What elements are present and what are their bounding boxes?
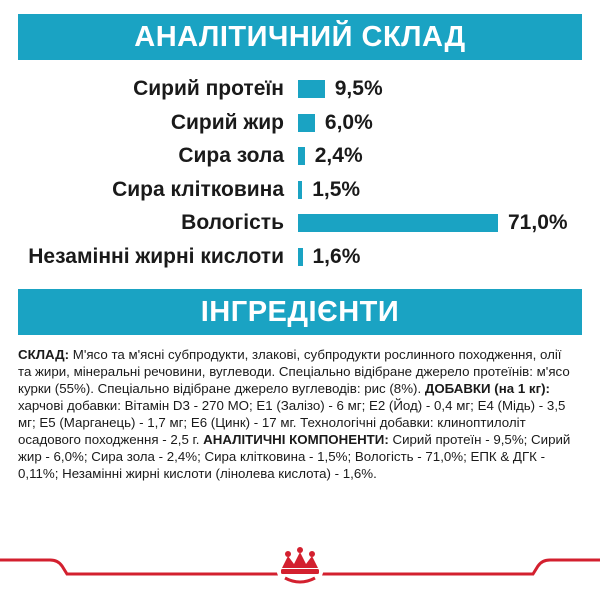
analytic-header-title: АНАЛІТИЧНИЙ СКЛАД — [134, 20, 466, 53]
ingredients-body: М'ясо та м'ясні субпродукти, злакові, субпродукти рослинного походження, олії та жири, мінеральні речовини, вуглеводи. Спеціально відібране джерело протеїнів: м'ясо курки (55%). Спеціально відібране джерело вуглеводів: рис (8%). — [18, 347, 570, 396]
value-bar — [298, 181, 302, 199]
ingredients-heading: СКЛАД: — [18, 347, 70, 362]
chart-row — [0, 108, 600, 138]
value-bar — [298, 248, 303, 266]
chart-row — [0, 242, 600, 272]
category-label: Незамінні жирні кислоти — [28, 244, 284, 268]
ingredients-text — [18, 346, 578, 482]
chart-row — [0, 208, 600, 238]
category-label: Сира клітковина — [112, 177, 284, 201]
ingredients-heading: ДОБАВКИ (на 1 кг): — [424, 381, 550, 396]
category-label: Сира зола — [178, 144, 284, 167]
value-label: 1,5% — [312, 177, 361, 201]
category-label: Сирий жир — [170, 110, 284, 134]
brand-footer-graphic — [0, 536, 600, 600]
value-label: 1,6% — [312, 244, 361, 268]
ingredients-header-title: ІНГРЕДІЄНТИ — [200, 295, 400, 328]
category-label: Вологість — [181, 211, 284, 234]
category-label: Сирий протеїн — [133, 77, 284, 100]
royal-canin-crown-icon — [276, 542, 324, 590]
value-bar — [298, 147, 305, 165]
analytic-header — [18, 14, 582, 60]
value-bar — [298, 214, 498, 232]
ingredients-body: Сирий протеїн - 9,5%; Сирий жир - 6,0%; Сира зола - 2,4%; Сира клітковина - 1,5%; Вологість - 71,0%; ЕПК & ДГК - 0,11%; Незамінні жирні кислоти (лінолева кислота) - 1,6%. — [18, 432, 571, 481]
value-bar — [298, 114, 315, 132]
value-label: 6,0% — [324, 110, 373, 134]
value-label: 9,5% — [334, 77, 383, 100]
chart-row — [0, 141, 600, 171]
ingredients-header — [18, 289, 582, 335]
chart-row — [0, 175, 600, 205]
value-bar — [298, 80, 325, 98]
value-label: 71,0% — [508, 211, 568, 234]
chart-row — [0, 74, 600, 104]
ingredients-heading: АНАЛІТИЧНІ КОМПОНЕНТИ: — [203, 432, 389, 447]
brand-footer — [0, 536, 600, 600]
value-label: 2,4% — [314, 144, 363, 167]
ingredients-body: харчові добавки: Вітамін D3 - 270 МО; E1 (Залізо) - 6 мг; E2 (Йод) - 0,4 мг; E4 (Мідь) - 3,5 мг; E5 (Марганець) - 1,7 мг; E6 (Цинк) - 17 мг. Технологічні добавки: клиноптилоліт осадового походження - 2,5 г. — [18, 398, 566, 447]
